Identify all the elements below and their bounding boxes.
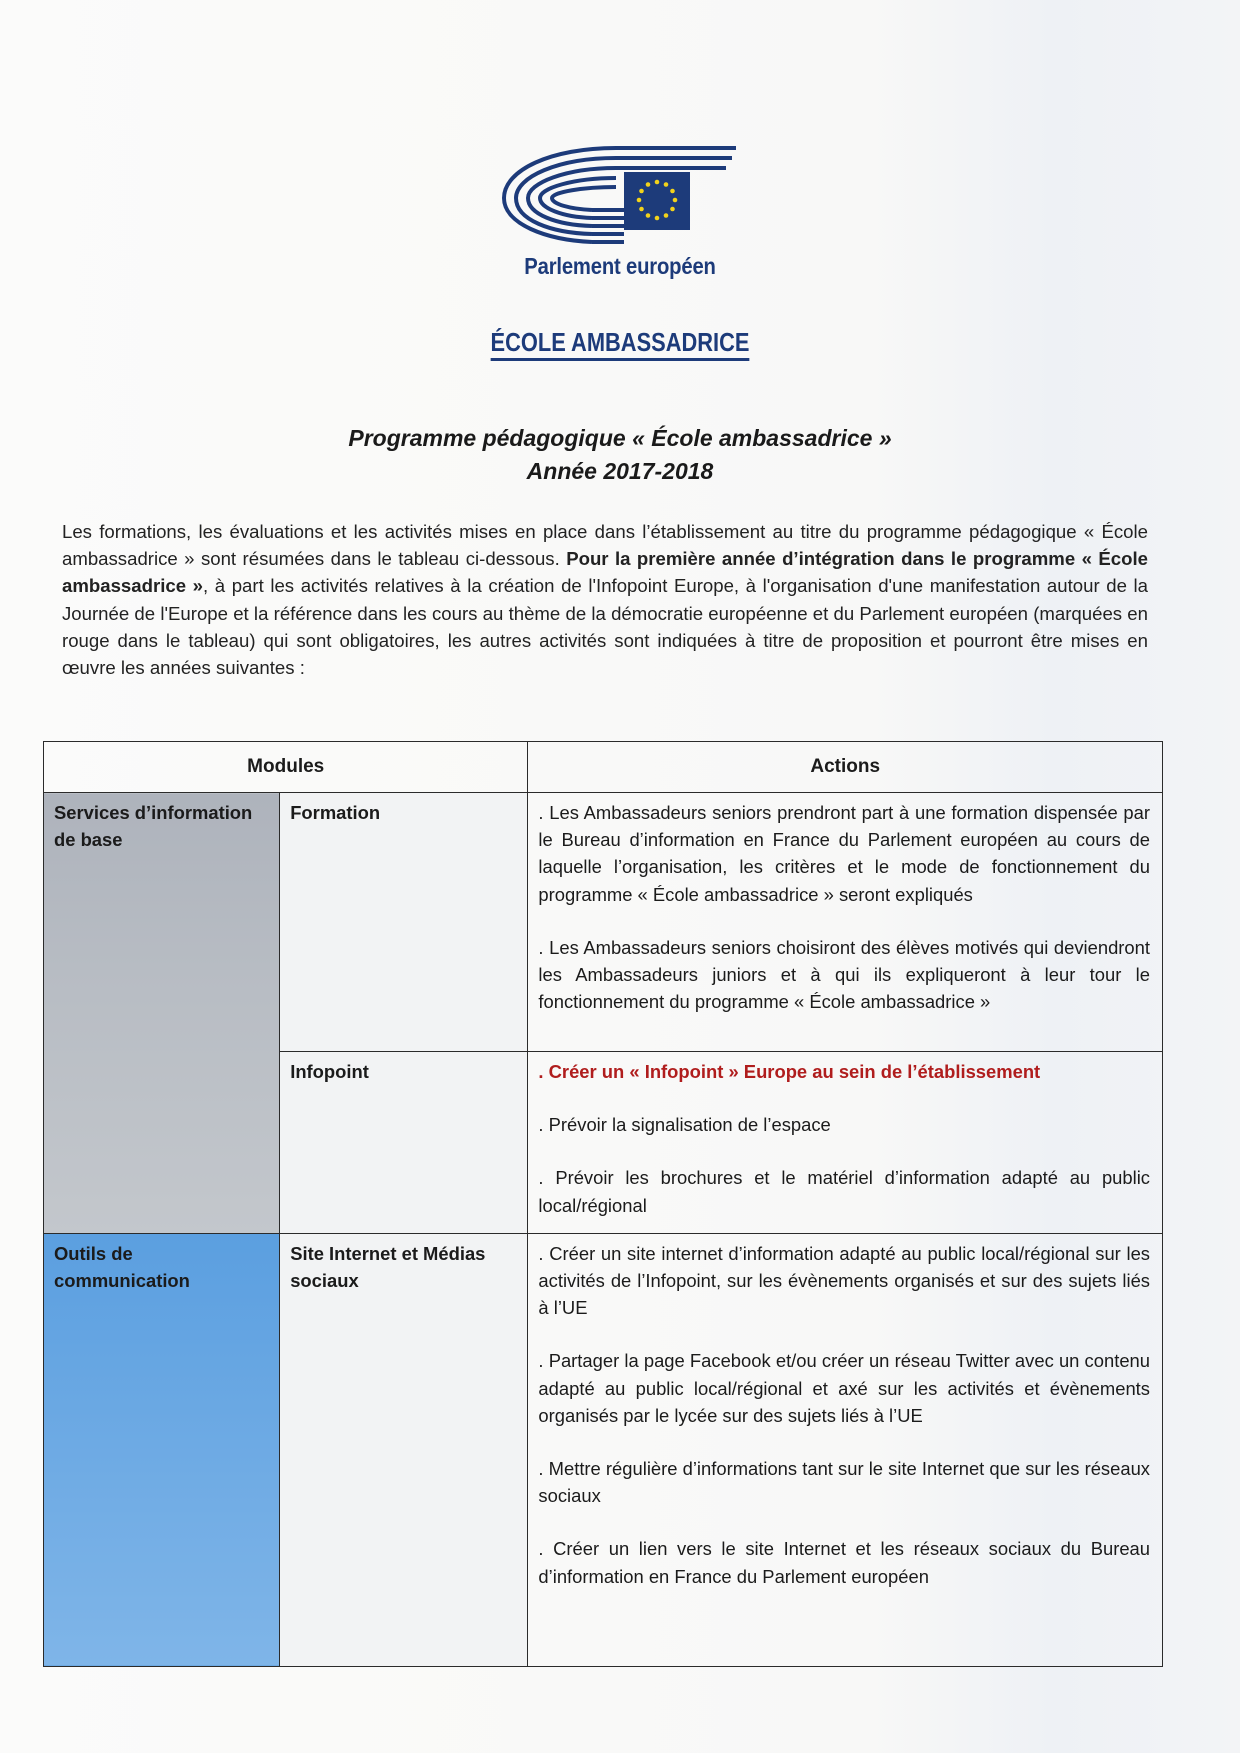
intro-bold: Pour la première année d’intégration dans le programme « École ambassadrice » [62,548,1148,597]
actions-formation [528,793,1163,1052]
institution-name: Parlement européen [524,253,716,279]
action-item: . Prévoir la signalisation de l’espace [538,1114,831,1136]
module-services: Services d’information de base [44,793,280,1234]
action-item: . Partager la page Facebook et/ou créer un réseau Twitter avec un contenu adapté au public local/régional et axé sur les activités et évènements organisés par le lycée sur des sujets liés à l’UE [538,1350,1150,1426]
parliament-logo [496,140,736,250]
programme-label: ÉCOLE AMBASSADRICE [99,327,1141,358]
action-item: . Les Ambassadeurs seniors choisiront des élèves motivés qui deviendront les Ambassadeurs juniors et à qui ils expliqueront à leur tour le fonctionnement du programme « École ambassadrice » [538,936,1150,1013]
module-communication: Outils de communication [44,1233,280,1666]
title-line-1: Programme pédagogique « École ambassadrice » [348,425,892,451]
action-item: . Prévoir les brochures et le matériel d’information adapté au public local/régional [538,1167,1150,1216]
submodule-infopoint: Infopoint [280,1052,528,1234]
submodule-formation: Formation [280,793,528,1052]
table-row [44,793,1163,1052]
required-action: . Créer un « Infopoint » Europe au sein de l’établissement [538,1061,1041,1082]
actions-infopoint [528,1052,1163,1234]
actions-site [528,1233,1163,1666]
action-item: . Créer un lien vers le site Internet et les réseaux sociaux du Bureau d’information en France du Parlement européen [538,1538,1150,1587]
document-title [0,422,1240,488]
header-actions: Actions [528,742,1163,793]
header-modules: Modules [44,742,528,793]
programme-table [43,741,1163,1667]
table-header-row [44,742,1163,793]
action-item: . Les Ambassadeurs seniors prendront part à une formation dispensée par le Bureau d’information en France du Parlement européen au cours de laquelle l’organisation, les critères et le mode de fonctionnement du programme « École ambassadrice » seront expliqués [538,802,1150,905]
action-item: . Mettre régulière d’informations tant sur le site Internet que sur les réseaux sociaux [538,1458,1150,1507]
table-row [44,1233,1163,1666]
action-item: . Créer un site internet d’information adapté au public local/régional sur les activités de l’Infopoint, sur les évènements organisés et sur des sujets liés à l’UE [538,1242,1150,1319]
title-line-2: Année 2017-2018 [526,458,714,484]
submodule-site: Site Internet et Médias sociaux [280,1233,528,1666]
european-parliament-hemicycle-logo [496,140,736,250]
intro-paragraph: Les formations, les évaluations et les activités mises en place dans l’établissement au titre du programme pédagogique « École ambassadrice » sont résumées dans le tableau ci-dessous. Pour la première année d’intégration dans le programme « École ambassadrice », à part les activités relatives à la création de l'Infopoint Europe, à l'organisation d'une manifestation autour de la Journée de l'Europe et la référence dans les cours au thème de la démocratie européenne et du Parlement européen (marquées en rouge dans le tableau) qui sont obligatoires, les autres activités sont indiquées à titre de proposition et pourront être mises en œuvre les années suivantes : [62,521,1148,679]
